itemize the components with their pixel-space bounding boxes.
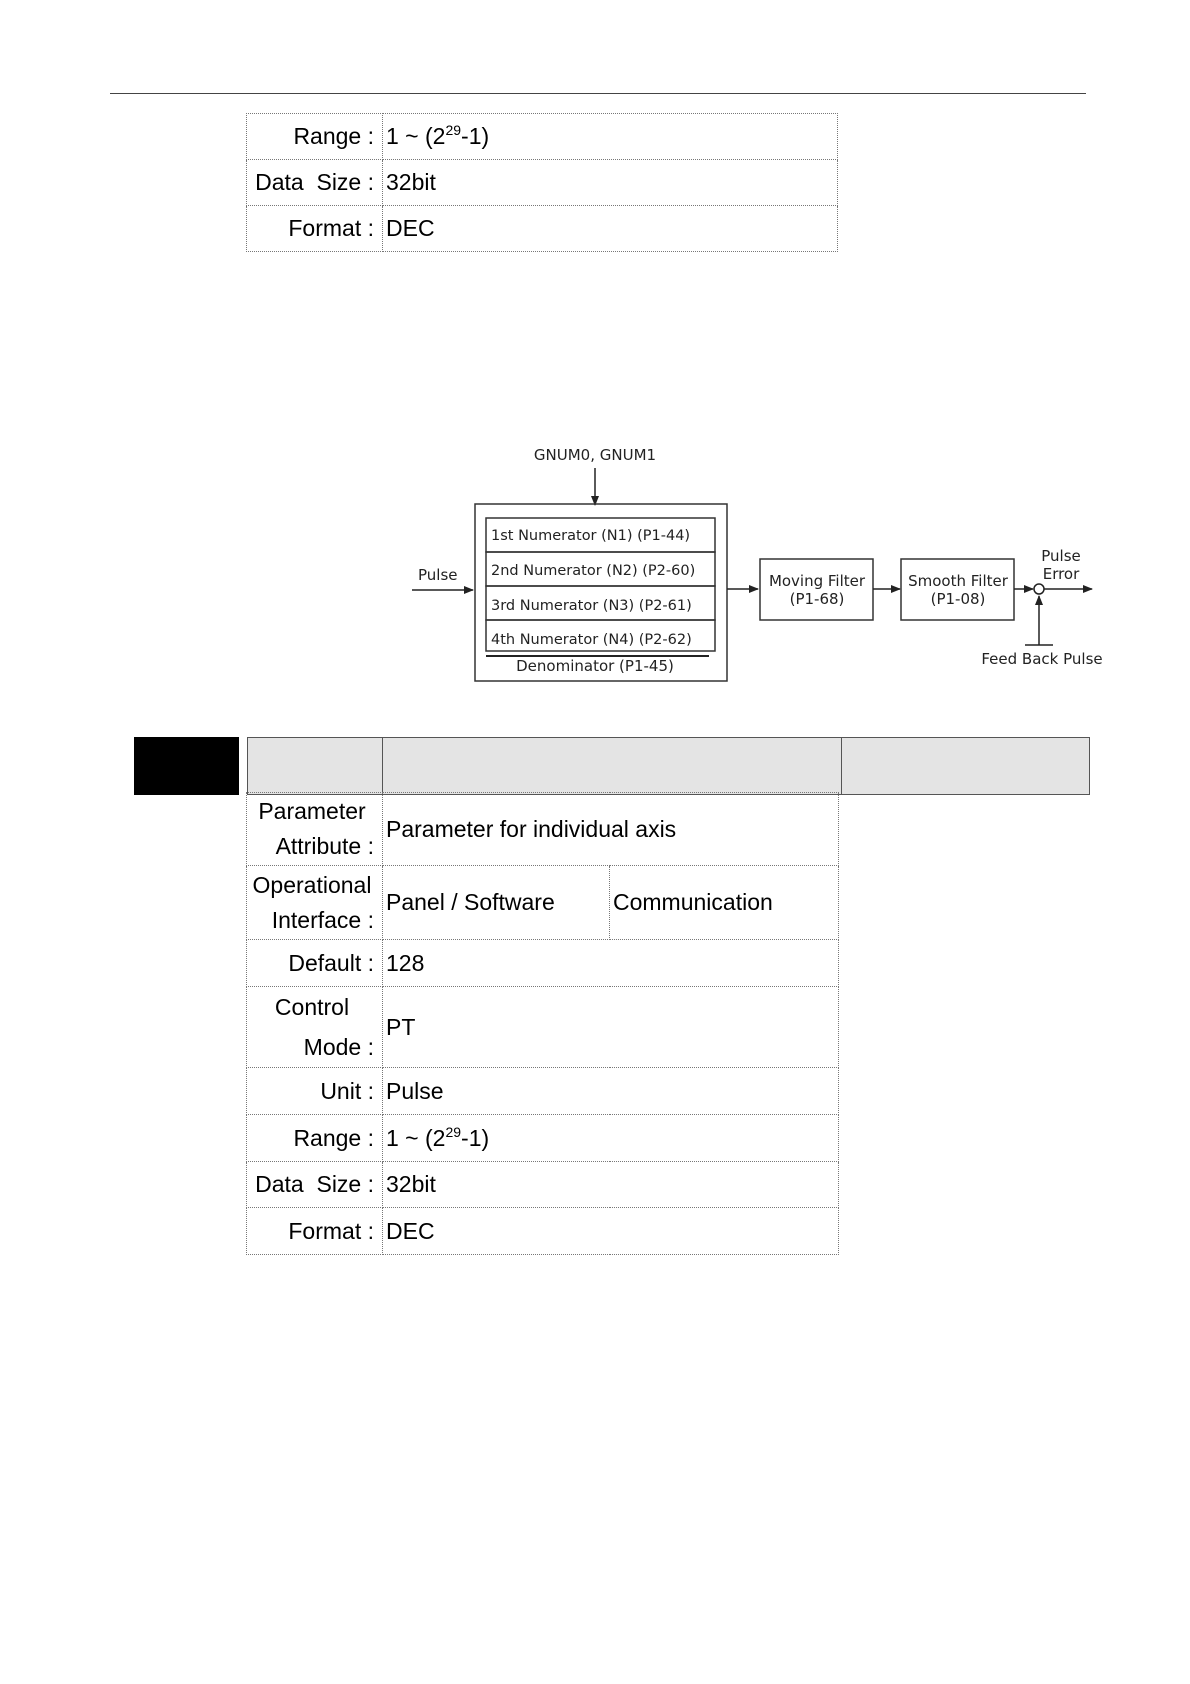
numerator-3-label: 3rd Numerator (N3) (P2-61): [491, 598, 692, 614]
electronic-gear-diagram: [0, 0, 1190, 720]
table-row: [247, 1162, 839, 1208]
data-size-value: 32bit: [383, 1162, 839, 1208]
interface-value-communication: Communication: [610, 866, 839, 940]
table-row: [247, 793, 839, 866]
table-row: [247, 1068, 839, 1115]
range-value: 1 ~ $(2^{29}-1)$: [383, 114, 838, 160]
pulse-input-label: Pulse: [418, 566, 458, 584]
table-row: [247, 866, 839, 940]
format-label: Format :: [247, 206, 383, 252]
pulse-error-line1: Pulse: [1041, 547, 1081, 565]
control-mode-value: PT: [383, 987, 839, 1068]
interface-value-panel: Panel / Software: [383, 866, 610, 940]
numerator-4-label: 4th Numerator (N4) (P2-62): [491, 632, 692, 648]
denominator-label: Denominator (P1-45): [516, 657, 674, 675]
data-size-label: Data Size :: [247, 1162, 383, 1208]
smooth-filter-line1: Smooth Filter: [908, 572, 1008, 590]
bottom-parameter-table: [246, 792, 839, 1255]
parameter-code-box: [134, 737, 239, 795]
default-value: 128: [383, 940, 839, 987]
table-row: [247, 1208, 839, 1255]
attribute-label: Parameter Attribute :: [247, 793, 383, 866]
data-size-value: 32bit: [383, 160, 838, 206]
numerator-2-label: 2nd Numerator (N2) (P2-60): [491, 563, 696, 579]
gnum-label: GNUM0, GNUM1: [533, 446, 657, 464]
unit-label: Unit :: [247, 1068, 383, 1115]
interface-label: Operational Interface :: [247, 866, 383, 940]
attribute-value: Parameter for individual axis: [383, 793, 839, 866]
feedback-label: Feed Back Pulse: [981, 650, 1103, 668]
smooth-filter-line2: (P1-08): [930, 590, 986, 608]
pulse-error-line2: Error: [1042, 565, 1080, 583]
header-cell-name: [247, 737, 383, 795]
default-label: Default :: [247, 940, 383, 987]
header-cell-description: [382, 737, 842, 795]
data-size-label: Data Size :: [247, 160, 383, 206]
format-value: DEC: [383, 1208, 839, 1255]
table-row: [247, 1115, 839, 1162]
range-value: 1 ~ $(2^{29}-1)$: [383, 1115, 839, 1162]
range-label: Range :: [247, 1115, 383, 1162]
numerator-1-label: 1st Numerator (N1) (P1-44): [491, 528, 691, 544]
header-cell-address: [841, 737, 1090, 795]
control-mode-label: Control Mode :: [247, 987, 383, 1068]
table-row: [247, 940, 839, 987]
moving-filter-line2: (P1-68): [789, 590, 845, 608]
summing-junction: [1034, 584, 1044, 594]
table-row: [247, 987, 839, 1068]
unit-value: Pulse: [383, 1068, 839, 1115]
moving-filter-line1: Moving Filter: [768, 572, 866, 590]
format-label: Format :: [247, 1208, 383, 1255]
format-value: DEC: [383, 206, 838, 252]
range-label: Range :: [247, 114, 383, 160]
